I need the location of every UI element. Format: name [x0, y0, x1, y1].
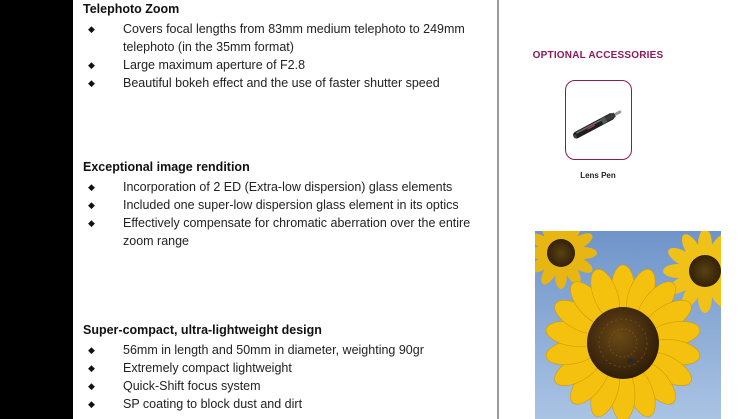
main-content: [73, 0, 497, 419]
bullet-text: Incorporation of 2 ED (Extra-low dispersion) glass elements: [123, 180, 453, 194]
bullet-text: Included one super-low dispersion glass element in its optics: [123, 198, 459, 212]
list-item: [83, 214, 483, 250]
bullet-text: SP coating to block dust and dirt: [123, 397, 303, 411]
diamond-bullet-icon: ◆: [88, 182, 95, 192]
diamond-bullet-icon: ◆: [88, 60, 95, 70]
diamond-bullet-icon: ◆: [88, 78, 95, 88]
lens-pen-icon: [566, 81, 631, 159]
sidebar: [499, 0, 746, 419]
accessories-heading: [499, 50, 697, 61]
bullet-text: Extremely compact lightweight: [123, 361, 292, 375]
list-item: [83, 178, 483, 196]
bullet-list: [83, 20, 483, 92]
list-item: [83, 74, 483, 92]
diamond-bullet-icon: ◆: [88, 363, 95, 373]
section-image-rendition: [83, 160, 483, 250]
lens-pen-label: Lens Pen: [580, 171, 616, 180]
bullet-list: [83, 341, 483, 413]
list-item: [83, 196, 483, 214]
list-item: [83, 359, 483, 377]
diamond-bullet-icon: ◆: [88, 345, 95, 355]
diamond-bullet-icon: ◆: [88, 218, 95, 228]
bullet-text: 56mm in length and 50mm in diameter, weighting 90gr: [123, 343, 424, 357]
bullet-text: Quick-Shift focus system: [123, 379, 261, 393]
section-title: Exceptional image rendition: [83, 160, 250, 174]
bullet-list: [83, 178, 483, 250]
section-title: Super-compact, ultra-lightweight design: [83, 323, 322, 337]
diamond-bullet-icon: ◆: [88, 24, 95, 34]
diamond-bullet-icon: ◆: [88, 200, 95, 210]
list-item: [83, 395, 483, 413]
diamond-bullet-icon: ◆: [88, 381, 95, 391]
bullet-text: Large maximum aperture of F2.8: [123, 58, 306, 72]
list-item: [83, 341, 483, 359]
bullet-text: Covers focal lengths from 83mm medium telephoto to 249mm telephoto (in the 35mm format): [123, 22, 465, 54]
section-compact-design: [83, 323, 483, 413]
bullet-text: Beautiful bokeh effect and the use of faster shutter speed: [123, 76, 440, 90]
list-item: [83, 20, 483, 56]
sunflower-image-icon: [535, 231, 721, 419]
section-telephoto-zoom: [83, 2, 483, 92]
list-item: [83, 377, 483, 395]
accessories-heading-text: OPTIONAL ACCESSORIES: [532, 50, 664, 61]
diamond-bullet-icon: ◆: [88, 399, 95, 409]
left-black-margin: [0, 0, 73, 419]
bullet-text: Effectively compensate for chromatic aberration over the entire zoom range: [123, 216, 471, 248]
lens-pen-thumbnail[interactable]: [565, 80, 632, 160]
section-title: Telephoto Zoom: [83, 2, 180, 16]
sunflower-photo: [535, 231, 721, 419]
list-item: [83, 56, 483, 74]
